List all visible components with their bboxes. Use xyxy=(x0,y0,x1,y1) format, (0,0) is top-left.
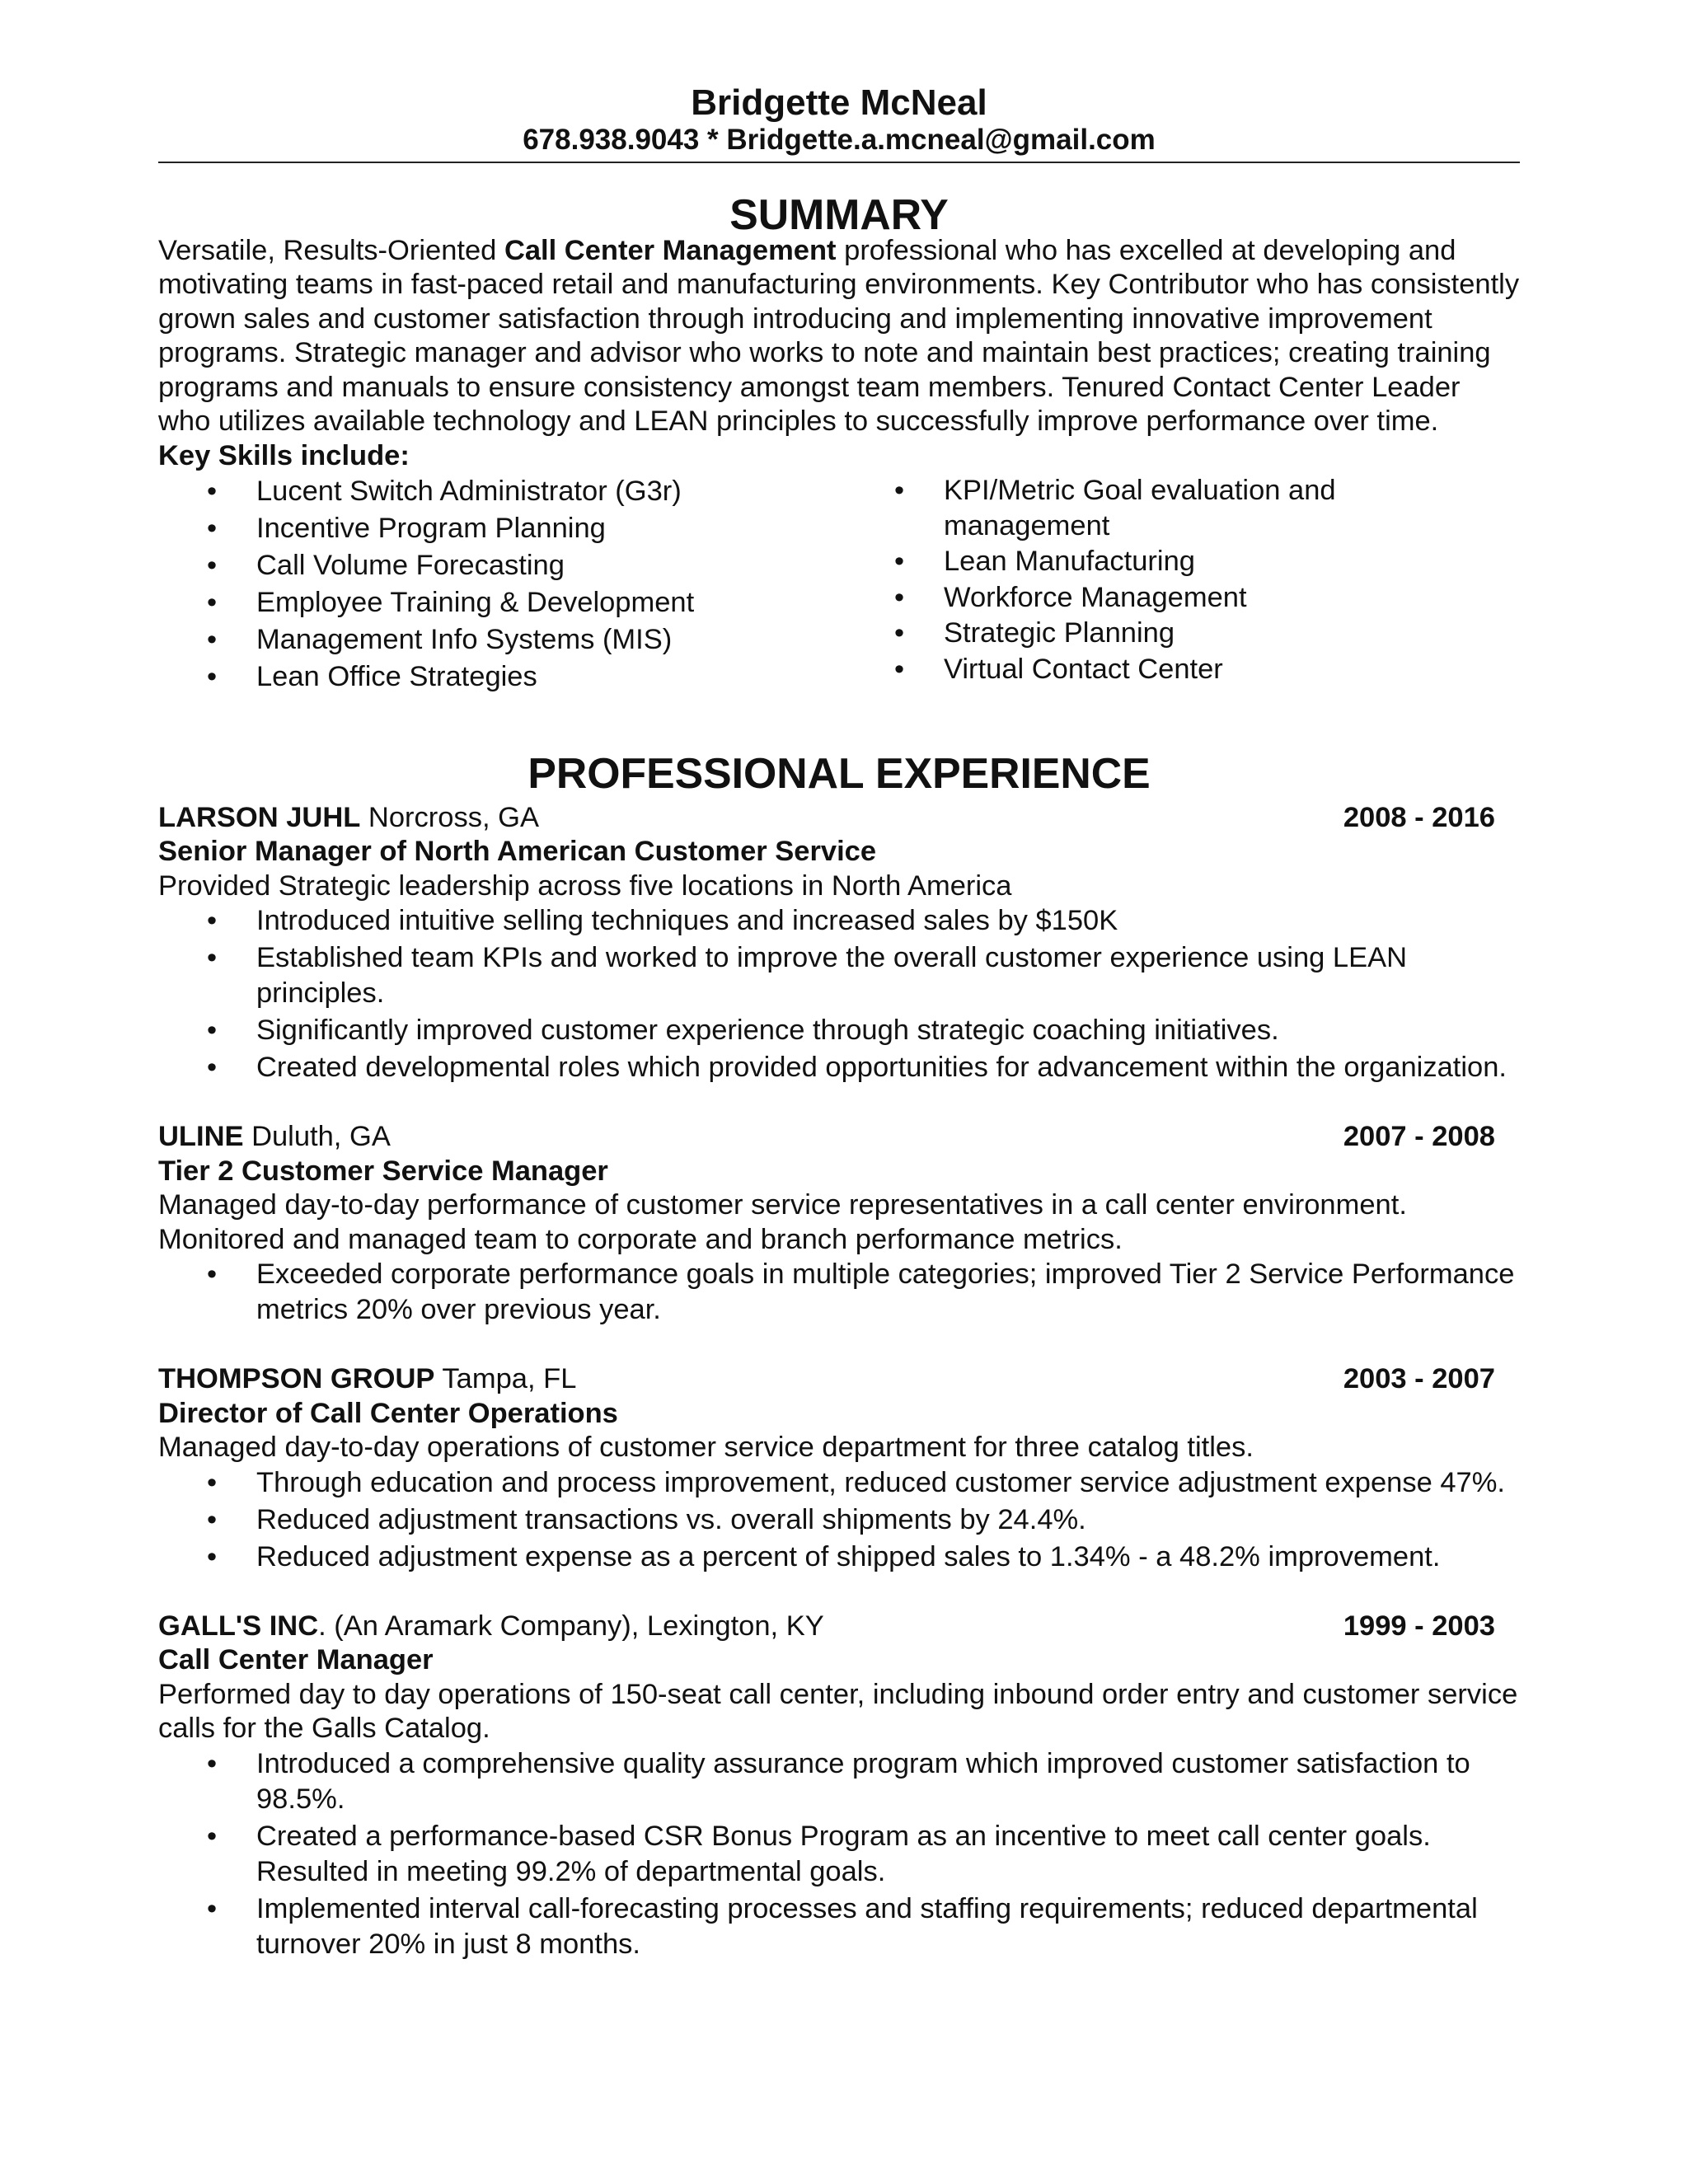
company-name: THOMPSON GROUP xyxy=(158,1363,435,1394)
bullet-icon: • xyxy=(207,1892,218,1924)
job-bullet xyxy=(158,1540,1520,1575)
summary-emphasis: Call Center Management xyxy=(504,234,837,266)
bullet-text: Implemented interval call-forecasting processes and staffing requirements; reduced departmental turnover 20% in just 8 months. xyxy=(256,1892,1478,1960)
job-header xyxy=(158,1362,1495,1397)
job-bullet xyxy=(158,903,1520,939)
job-entry xyxy=(158,801,1520,1086)
bullet-text: Created a performance-based CSR Bonus Program as an incentive to meet call center goals. Resulted in meeting 99.2% of departmental goals. xyxy=(256,1820,1431,1887)
job-bullets xyxy=(158,1465,1520,1575)
bullet-icon: • xyxy=(207,1540,218,1572)
skill-text: Lucent Switch Administrator (G3r) xyxy=(256,476,682,507)
bullet-icon: • xyxy=(894,617,905,649)
job-header xyxy=(158,1120,1495,1155)
skill-item xyxy=(158,510,890,547)
job-employer xyxy=(158,801,539,836)
job-years: 1999 - 2003 xyxy=(1343,1610,1495,1642)
job-bullet xyxy=(158,1891,1520,1962)
job-bullet xyxy=(158,1465,1520,1501)
bullet-icon: • xyxy=(207,661,218,692)
bullet-icon: • xyxy=(207,1466,218,1498)
resume-page xyxy=(158,82,1520,1962)
job-header xyxy=(158,801,1495,836)
bullet-text: Established team KPIs and worked to improve the overall customer experience using LEAN principles. xyxy=(256,942,1408,1009)
skill-text: Virtual Contact Center xyxy=(944,653,1223,685)
company-location: Tampa, FL xyxy=(434,1363,577,1394)
job-header xyxy=(158,1610,1495,1644)
summary-paragraph xyxy=(158,234,1520,439)
bullet-text: Introduced a comprehensive quality assurance program which improved customer satisfaction to 98.5%. xyxy=(256,1747,1470,1815)
bullet-icon: • xyxy=(207,905,218,936)
job-role: Call Center Manager xyxy=(158,1644,434,1675)
candidate-name: Bridgette McNeal xyxy=(691,82,987,123)
job-entry xyxy=(158,1120,1520,1328)
job-bullets xyxy=(158,903,1520,1085)
job-role: Senior Manager of North American Customer Service xyxy=(158,836,877,867)
job-description: Provided Strategic leadership across five locations in North America xyxy=(158,869,1012,902)
job-description: Managed day-to-day operations of customer service department for three catalog titles. xyxy=(158,1432,1254,1463)
skill-text: Lean Office Strategies xyxy=(256,661,537,692)
company-name: GALL'S INC xyxy=(158,1610,319,1642)
job-description: Managed day-to-day performance of customer service representatives in a call center environment. Monitored and managed team to corporate and branch performance metrics. xyxy=(158,1189,1407,1255)
bullet-icon: • xyxy=(207,1052,218,1083)
skill-item xyxy=(890,544,1401,580)
skills-heading: Key Skills include: xyxy=(158,439,410,471)
bullet-icon: • xyxy=(207,942,218,973)
contact-line: 678.938.9043 * Bridgette.a.mcneal@gmail.com xyxy=(158,124,1520,163)
bullet-icon: • xyxy=(894,581,905,613)
job-role: Director of Call Center Operations xyxy=(158,1397,618,1429)
skill-text: Call Volume Forecasting xyxy=(256,550,565,581)
company-location: Norcross, GA xyxy=(360,801,539,833)
bullet-icon: • xyxy=(207,1015,218,1046)
skills-column-right xyxy=(890,473,1401,696)
bullet-text: Created developmental roles which provided opportunities for advancement within the organization. xyxy=(256,1052,1507,1083)
bullet-icon: • xyxy=(894,653,905,685)
experience-heading: PROFESSIONAL EXPERIENCE xyxy=(528,749,1151,797)
skills-list xyxy=(158,473,1520,696)
job-years: 2003 - 2007 xyxy=(1343,1363,1495,1394)
job-years: 2007 - 2008 xyxy=(1343,1121,1495,1152)
bullet-icon: • xyxy=(207,1503,218,1535)
bullet-icon: • xyxy=(894,475,905,506)
bullet-text: Introduced intuitive selling techniques and increased sales by $150K xyxy=(256,905,1118,936)
skill-item xyxy=(890,473,1401,544)
bullet-text: Through education and process improvement, reduced customer service adjustment expense 47%. xyxy=(256,1466,1505,1498)
bullet-icon: • xyxy=(207,1820,218,1852)
skills-column-left xyxy=(158,473,890,696)
skill-text: Employee Training & Development xyxy=(256,587,695,618)
skill-item xyxy=(158,584,890,621)
job-years: 2008 - 2016 xyxy=(1343,801,1495,833)
summary-heading: SUMMARY xyxy=(729,190,949,238)
job-description: Performed day to day operations of 150-seat call center, including inbound order entry and customer service calls for the Galls Catalog. xyxy=(158,1678,1518,1744)
skill-text: Workforce Management xyxy=(944,581,1247,613)
bullet-text: Exceeded corporate performance goals in multiple categories; improved Tier 2 Service Performance metrics 20% over previous year. xyxy=(256,1258,1515,1325)
job-bullets xyxy=(158,1257,1520,1328)
company-location: Duluth, GA xyxy=(243,1121,391,1152)
summary-text-start: Versatile, Results-Oriented xyxy=(158,234,504,266)
job-employer xyxy=(158,1362,576,1397)
job-bullet xyxy=(158,1257,1520,1328)
company-location: . (An Aramark Company), Lexington, KY xyxy=(318,1610,824,1642)
bullet-text: Significantly improved customer experience through strategic coaching initiatives. xyxy=(256,1015,1279,1046)
bullet-icon: • xyxy=(207,513,218,544)
skill-text: Management Info Systems (MIS) xyxy=(256,624,673,655)
skill-item xyxy=(890,616,1401,652)
job-bullet xyxy=(158,1746,1520,1817)
skill-text: KPI/Metric Goal evaluation and management xyxy=(944,475,1336,541)
job-bullet xyxy=(158,1013,1520,1048)
bullet-icon: • xyxy=(207,1258,218,1290)
skill-item xyxy=(890,580,1401,616)
bullet-icon: • xyxy=(207,1747,218,1779)
job-employer xyxy=(158,1120,391,1155)
job-employer xyxy=(158,1610,824,1644)
job-entry xyxy=(158,1362,1520,1575)
skill-item xyxy=(158,621,890,658)
job-bullet xyxy=(158,1502,1520,1538)
skill-item xyxy=(158,473,890,510)
skill-text: Incentive Program Planning xyxy=(256,513,606,544)
company-name: ULINE xyxy=(158,1121,244,1152)
job-bullets xyxy=(158,1746,1520,1962)
skill-item xyxy=(158,547,890,584)
bullet-text: Reduced adjustment transactions vs. overall shipments by 24.4%. xyxy=(256,1503,1086,1535)
bullet-icon: • xyxy=(894,546,905,577)
job-bullet xyxy=(158,940,1520,1011)
company-name: LARSON JUHL xyxy=(158,801,361,833)
bullet-text: Reduced adjustment expense as a percent of shipped sales to 1.34% - a 48.2% improvement. xyxy=(256,1540,1441,1572)
bullet-icon: • xyxy=(207,550,218,581)
bullet-icon: • xyxy=(207,587,218,618)
skill-text: Strategic Planning xyxy=(944,617,1175,649)
job-bullet xyxy=(158,1050,1520,1085)
bullet-icon: • xyxy=(207,624,218,655)
job-role: Tier 2 Customer Service Manager xyxy=(158,1155,608,1187)
skill-text: Lean Manufacturing xyxy=(944,546,1195,577)
summary-text-end: professional who has excelled at developing and motivating teams in fast-paced retail and manufacturing environments. Key Contributor who has consistently grown sales and customer satisfaction through introducing and implementing innovative improvement programs. Strategic manager and advisor who works to note and maintain best practices; creating training programs and manuals to ensure consistency amongst team members. Tenured Contact Center Leader who utilizes available technology and LEAN principles to successfully improve performance over time. xyxy=(158,234,1520,437)
job-entry xyxy=(158,1610,1520,1962)
skill-item xyxy=(890,652,1401,688)
bullet-icon: • xyxy=(207,476,218,507)
job-bullet xyxy=(158,1819,1520,1890)
skill-item xyxy=(158,658,890,696)
